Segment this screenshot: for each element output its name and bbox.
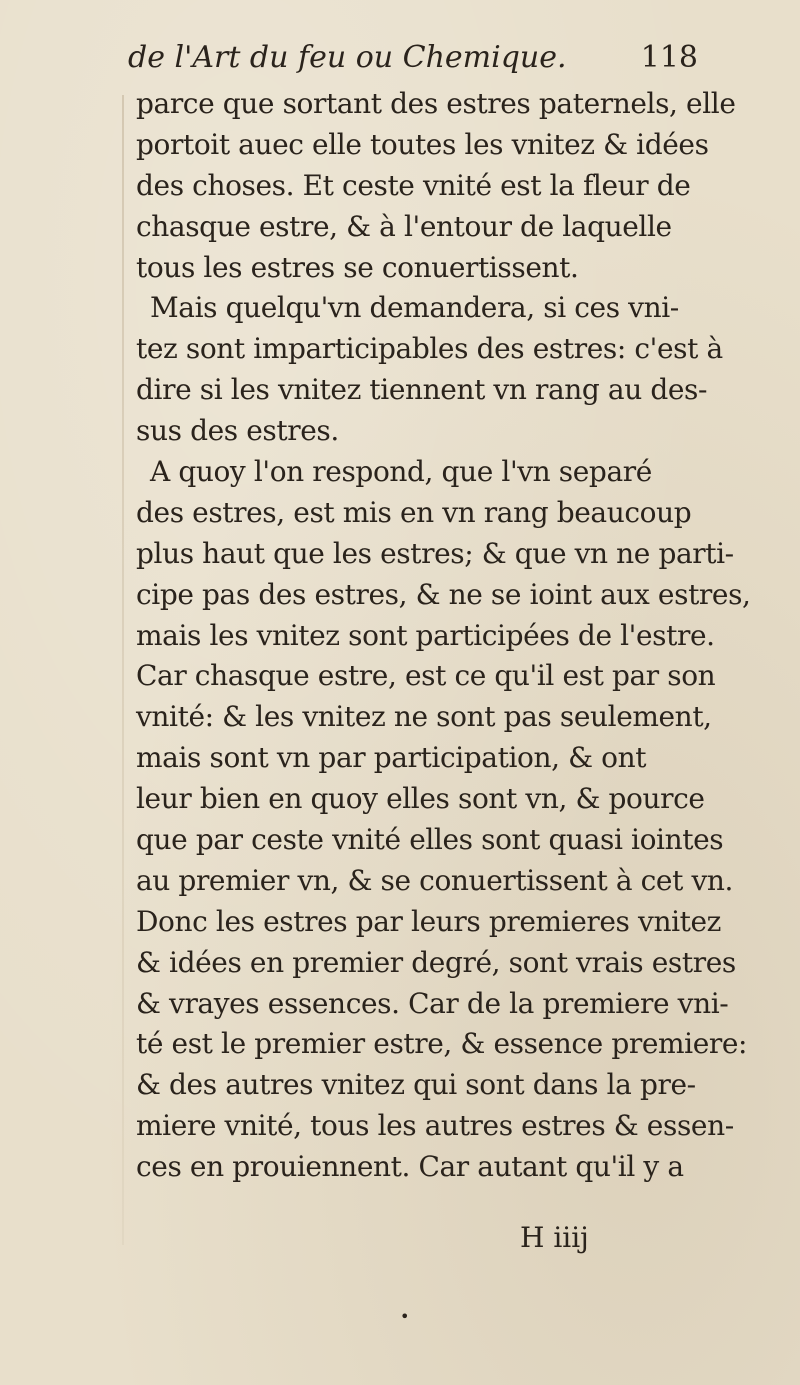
text-line: vnité: & les vnitez ne sont pas seulement, xyxy=(136,700,712,734)
text-line: mais sont vn par participation, & ont xyxy=(136,741,647,775)
text-line: plus haut que les estres; & que vn ne parti- xyxy=(136,536,734,570)
page-number: 118 xyxy=(640,40,698,75)
text-line: tez sont imparticipables des estres: c'est à xyxy=(136,332,723,366)
page-gutter-shadow xyxy=(122,95,124,1245)
text-line: ces en prouiennent. Car autant qu'il y a xyxy=(136,1150,684,1184)
signature-mark: H iiij xyxy=(520,1221,589,1254)
running-head: de l'Art du feu ou Chemique. xyxy=(128,40,567,75)
text-line: & des autres vnitez qui sont dans la pre- xyxy=(136,1068,696,1102)
text-line: té est le premier estre, & essence premiere: xyxy=(136,1027,748,1061)
bullet-mark: • xyxy=(400,1307,410,1326)
text-line: dire si les vnitez tiennent vn rang au des- xyxy=(136,373,708,407)
text-line: portoit auec elle toutes les vnitez & idées xyxy=(136,127,709,161)
text-line: des choses. Et ceste vnité est la fleur de xyxy=(136,168,691,202)
text-line: leur bien en quoy elles sont vn, & pource xyxy=(136,782,705,816)
text-line: miere vnité, tous les autres estres & essen- xyxy=(136,1109,734,1143)
text-line: que par ceste vnité elles sont quasi iointes xyxy=(136,823,724,857)
text-line: & vrayes essences. Car de la premiere vni- xyxy=(136,986,729,1020)
body-text xyxy=(136,84,751,1188)
text-line: & idées en premier degré, sont vrais estres xyxy=(136,945,736,979)
text-line: chasque estre, & à l'entour de laquelle xyxy=(136,209,672,243)
text-line: Car chasque estre, est ce qu'il est par son xyxy=(136,659,716,693)
text-line: Donc les estres par leurs premieres vnitez xyxy=(136,904,722,938)
text-line: A quoy l'on respond, que l'vn separé xyxy=(150,455,652,489)
text-line: au premier vn, & se conuertissent à cet vn. xyxy=(136,863,733,897)
text-line: cipe pas des estres, & ne se ioint aux estres, xyxy=(136,577,751,611)
page-header xyxy=(128,38,698,82)
text-line: sus des estres. xyxy=(136,414,339,448)
text-line: tous les estres se conuertissent. xyxy=(136,250,579,284)
text-line: mais les vnitez sont participées de l'estre. xyxy=(136,618,715,652)
text-line: des estres, est mis en vn rang beaucoup xyxy=(136,495,692,529)
text-line: parce que sortant des estres paternels, elle xyxy=(136,87,736,120)
text-line: Mais quelqu'vn demandera, si ces vni- xyxy=(150,291,679,325)
